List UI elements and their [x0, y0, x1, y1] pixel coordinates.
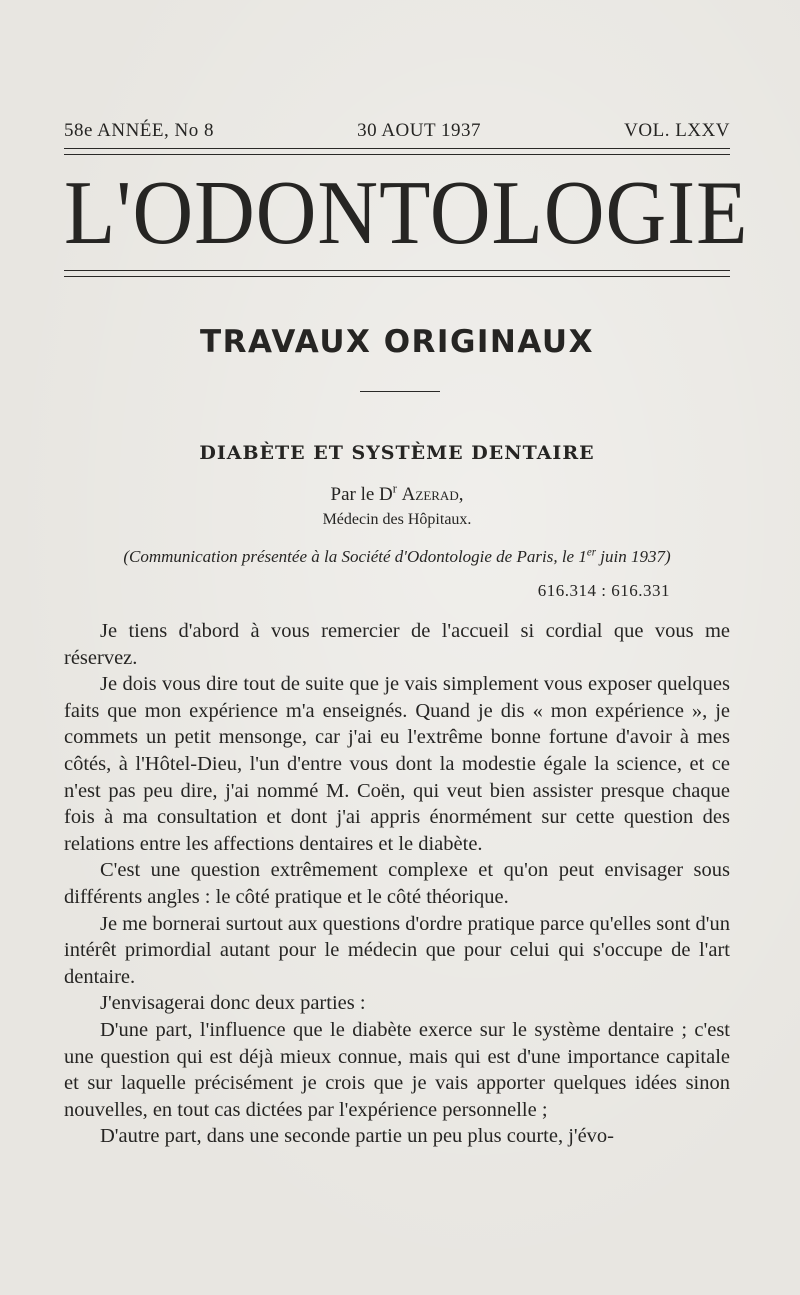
running-head	[64, 120, 730, 142]
byline-superscript: r	[392, 481, 397, 496]
paragraph: D'autre part, dans une seconde partie un peu plus courte, j'évo-	[100, 1125, 615, 1148]
communication-note	[64, 547, 730, 567]
section-divider	[360, 391, 440, 392]
classification-code: 616.314 : 616.331	[537, 581, 670, 600]
issue-number: 58e ANNÉE, No 8	[64, 120, 214, 141]
communication-text: (Communication présentée à la Société d'Odontologie de Paris, le 1	[123, 547, 587, 566]
section-title: TRAVAUX ORIGINAUX	[200, 324, 594, 360]
volume-number: VOL. LXXV	[624, 120, 730, 141]
paragraph: J'envisagerai donc deux parties :	[100, 992, 366, 1015]
article-body	[64, 618, 730, 1150]
issue-date: 30 AOUT 1937	[357, 120, 482, 141]
communication-superscript: er	[586, 546, 597, 559]
article-title: DIABÈTE ET SYSTÈME DENTAIRE	[199, 442, 595, 464]
byline	[64, 481, 730, 506]
masthead-top-rule	[64, 148, 730, 155]
paragraph: C'est une question extrêmement complexe et qu'on peut envisager sous différents angles : le côté pratique et le côté théorique.	[64, 859, 730, 908]
author-name: Azerad,	[401, 484, 464, 505]
journal-title: L'ODONTOLOGIE	[64, 163, 749, 264]
author-affiliation: Médecin des Hôpitaux.	[322, 511, 472, 528]
communication-date: juin 1937)	[596, 547, 671, 566]
byline-prefix: Par le D	[330, 484, 393, 505]
masthead-bottom-rule	[64, 270, 730, 277]
paragraph: Je tiens d'abord à vous remercier de l'accueil si cordial que vous me réservez.	[64, 620, 730, 669]
paragraph: Je dois vous dire tout de suite que je vais simplement vous exposer quelques faits que mon expérience m'a enseignés. Quand je dis « mon expérience », je commets un petit mensonge, car j'ai eu l'extrême bonne fortune d'avoir à mes côtés, à l'Hôtel-Dieu, l'un d'entre vous dont la modestie égale la science, et ce n'est pas peu dire, j'ai nommé M. Coën, qui veut bien assister presque chaque fois à ma consultation et dont j'ai appris énormément sur cette question des relations entre les affections dentaires et le diabète.	[64, 673, 730, 855]
paragraph: D'une part, l'influence que le diabète exerce sur le système dentaire ; c'est une question qui est déjà mieux connue, mais qui est d'une importance capitale et sur laquelle précisément je crois que je vais apporter quelques idées sinon nouvelles, en tout cas dictées par l'expérience personnelle ;	[64, 1018, 730, 1121]
paragraph: Je me bornerai surtout aux questions d'ordre pratique parce qu'elles sont d'un intérêt primordial autant pour le médecin que pour celui qui s'occupe de l'art dentaire.	[64, 912, 730, 988]
